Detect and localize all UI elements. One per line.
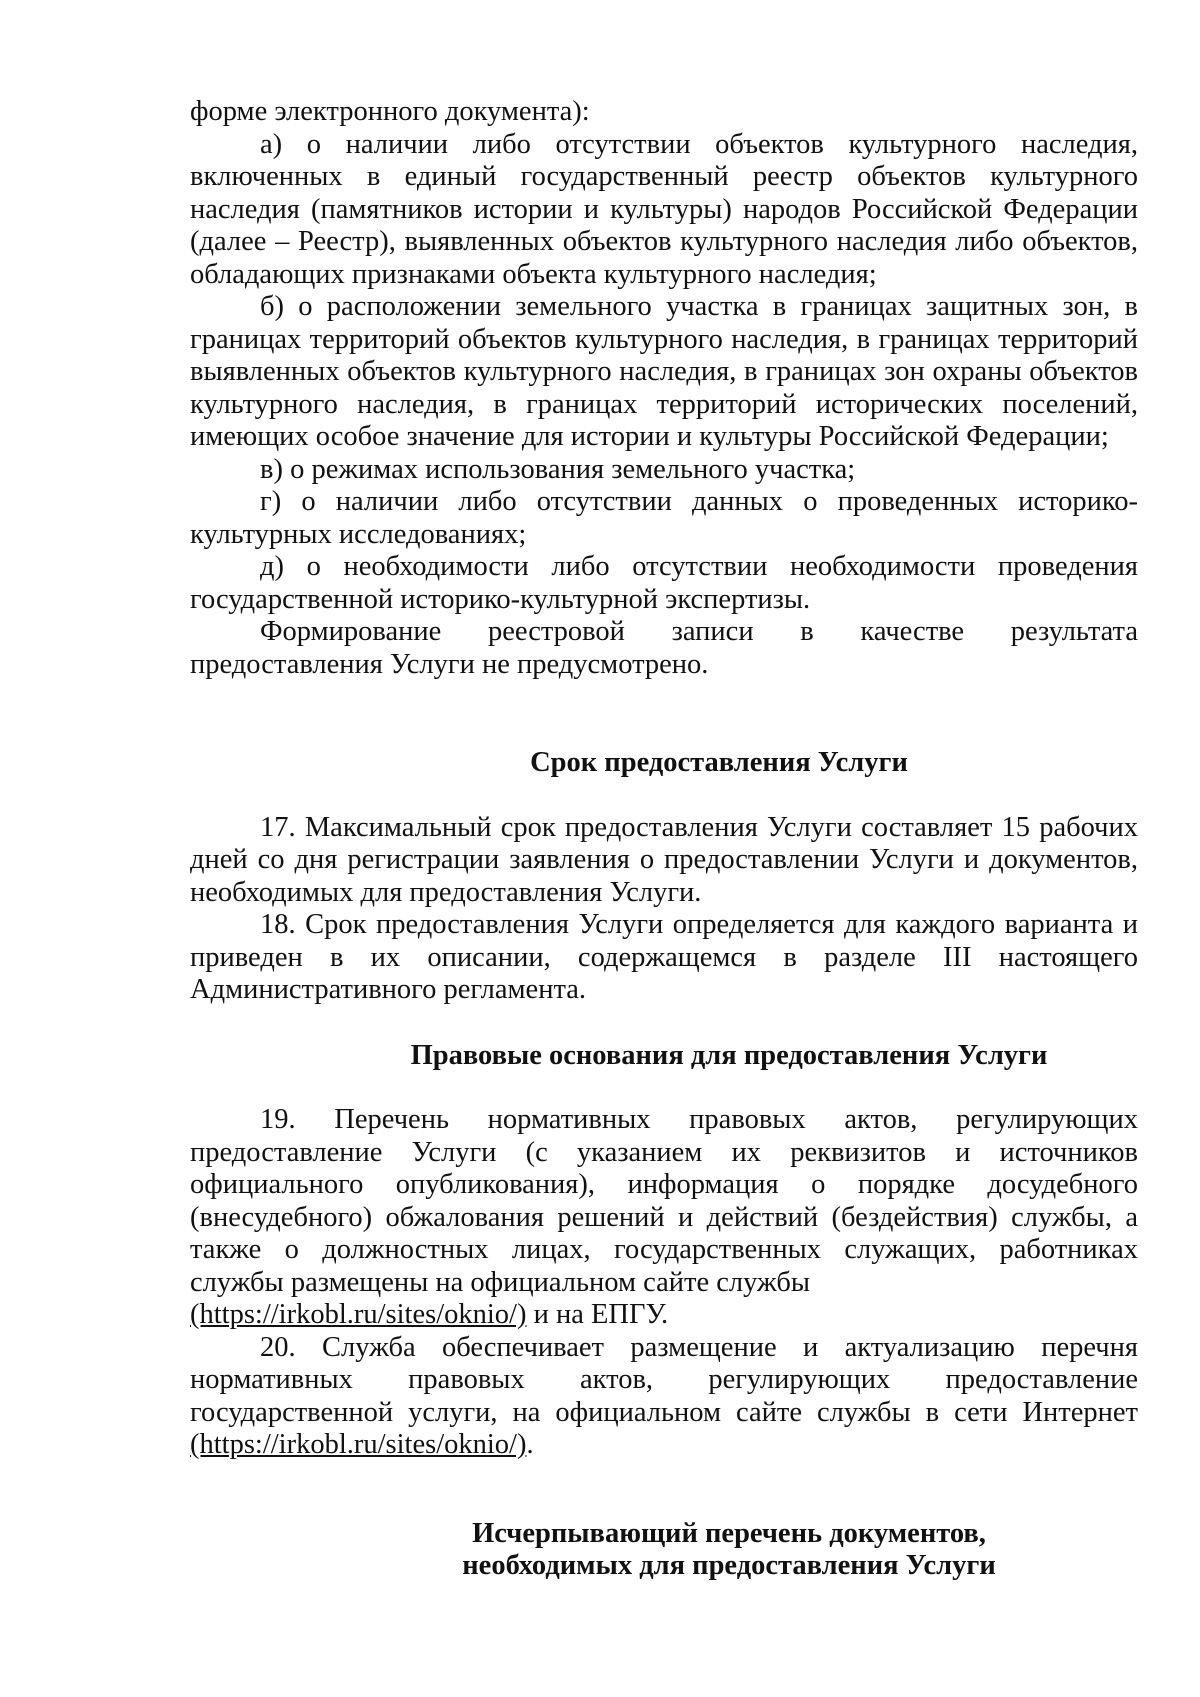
paragraph-20-text: 20. Служба обеспечивает размещение и актуализацию перечня нормативных правовых актов, регулирующих предоставление государственной услуги, на официальном сайте службы в сети Интернет bbox=[190, 1331, 1138, 1428]
paragraph-19 bbox=[190, 1104, 1138, 1332]
item-g: г) о наличии либо отсутствии данных о проведенных историко-культурных исследованиях; bbox=[190, 486, 1138, 550]
section-title-isch-line2: необходимых для предоставления Услуги bbox=[462, 1550, 996, 1581]
item-d: д) о необходимости либо отсутствии необходимости проведения государственной историко-культурной экспертизы. bbox=[190, 551, 1138, 615]
section-title-prav: Правовые основания для предоставления Услуги bbox=[410, 1039, 1048, 1071]
paragraph-20-tail: . bbox=[526, 1429, 534, 1460]
paragraph-18: 18. Срок предоставления Услуги определяется для каждого варианта и приведен в их описании, содержащемся в разделе III настоящего Административного регламента. bbox=[190, 909, 1138, 1005]
intro-line: форме электронного документа): bbox=[190, 96, 590, 127]
section-title-srok: Срок предоставления Услуги bbox=[530, 747, 908, 778]
item-b: б) о расположении земельного участка в границах защитных зон, в границах территорий объектов культурного наследия, в границах территорий выявленных объектов культурного наследия, в границах зон охраны объектов культурного наследия, в границах территорий исторических поселений, имеющих особое значение для истории и культуры Российской Федерации; bbox=[190, 291, 1138, 452]
paragraph-20 bbox=[190, 1332, 1138, 1462]
paragraph-19-tail: и на ЕПГУ. bbox=[526, 1299, 669, 1330]
section-title-isch-line1: Исчерпывающий перечень документов, bbox=[472, 1517, 986, 1549]
item-v: в) о режимах использования земельного участка; bbox=[260, 453, 856, 485]
document-page bbox=[190, 96, 1138, 1583]
oknio-link-20[interactable]: (https://irkobl.ru/sites/oknio/) bbox=[190, 1429, 527, 1460]
paragraph-17: 17. Максимальный срок предоставления Услуги составляет 15 рабочих дней со дня регистрации заявления о предоставлении Услуги и документов, необходимых для предоставления Услуги. bbox=[190, 811, 1138, 908]
registry-note: Формирование реестровой записи в качестве результата предоставления Услуги не предусмотрено. bbox=[190, 616, 1138, 680]
paragraph-19-text: 19. Перечень нормативных правовых актов, регулирующих предоставление Услуги (с указанием их реквизитов и источников официального опубликования), информация о порядке досудебного (внесудебного) обжалования решений и действий (бездействия) службы, а также о должностных лицах, государственных служащих, работниках службы размещены на официальном сайте службы bbox=[190, 1104, 1138, 1298]
item-a: а) о наличии либо отсутствии объектов культурного наследия, включенных в единый государственный реестр объектов культурного наследия (памятников истории и культуры) народов Российской Федерации (далее – Реестр), выявленных объектов культурного наследия либо объектов, обладающих признаками объекта культурного наследия; bbox=[190, 128, 1138, 290]
oknio-link-19[interactable]: (https://irkobl.ru/sites/oknio/) bbox=[190, 1299, 527, 1330]
